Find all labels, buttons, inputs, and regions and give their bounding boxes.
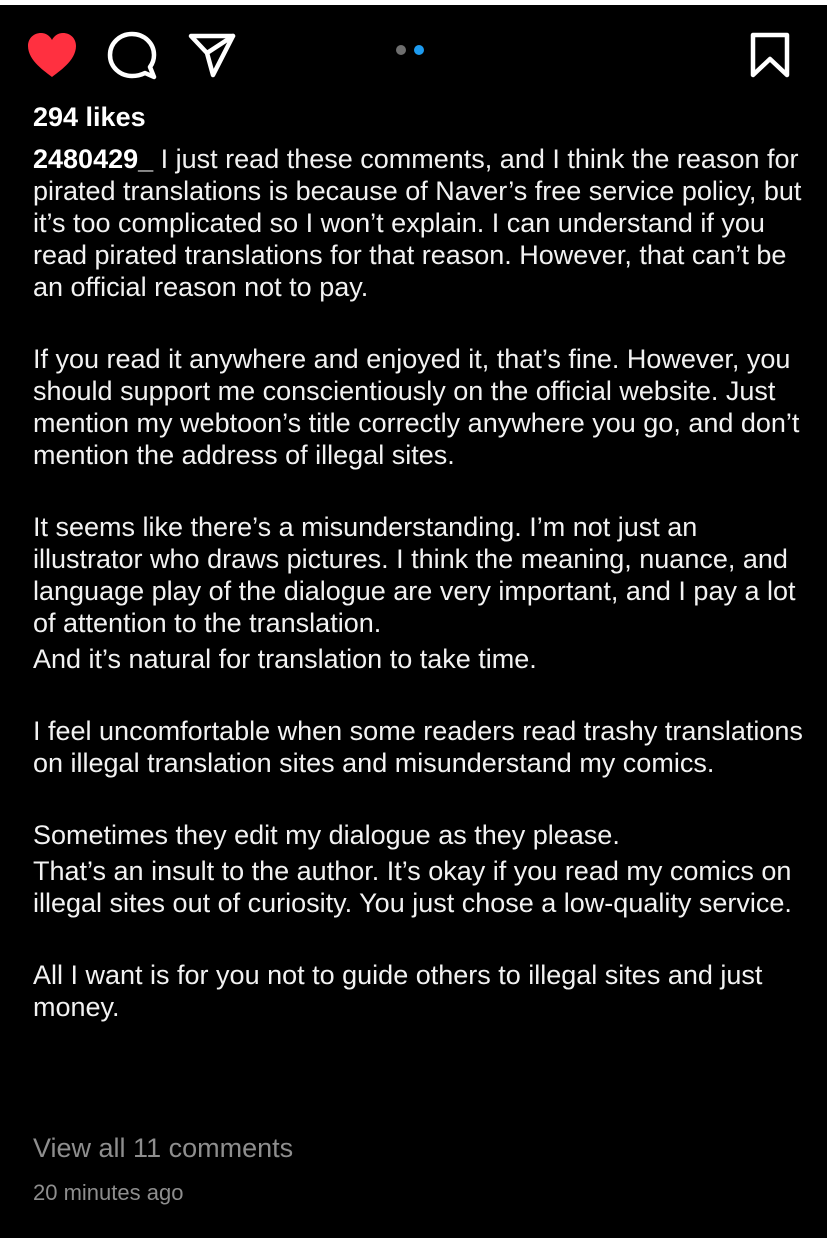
view-all-comments-link[interactable]: View all 11 comments: [33, 1133, 294, 1163]
caption-paragraph: If you read it anywhere and enjoyed it, that’s fine. However, you should support me conscientiously on the official website. Just mention my webtoon’s title correctly anywhere you go, and don’t mention the address of illegal sites.: [33, 344, 800, 470]
action-bar: [0, 5, 827, 105]
speech-bubble-icon[interactable]: [107, 31, 157, 81]
heart-filled-icon[interactable]: [26, 31, 78, 79]
caption-paragraph: [33, 143, 808, 303]
post-timestamp: 20 minutes ago: [33, 1180, 184, 1205]
post-container: [0, 5, 827, 1238]
carousel-dots: [396, 45, 424, 55]
caption-paragraph: Sometimes they edit my dialogue as they please.: [33, 820, 620, 850]
caption-paragraph: That’s an insult to the author. It’s okay if you read my comics on illegal sites out of curiosity. You just chose a low-quality service.: [33, 856, 792, 918]
caption-paragraph: All I want is for you not to guide others to illegal sites and just money.: [33, 960, 763, 1022]
post-caption: [33, 143, 808, 1063]
caption-paragraph: I feel uncomfortable when some readers read trashy translations on illegal translation sites and misunderstand my comics.: [33, 716, 803, 778]
likes-count[interactable]: 294 likes: [33, 102, 146, 132]
bookmark-icon[interactable]: [749, 32, 791, 78]
paper-plane-icon[interactable]: [188, 32, 236, 78]
caption-paragraph: It seems like there’s a misunderstanding. I’m not just an illustrator who draws pictures. I think the meaning, nuance, and language play of the dialogue are very important, and I pay a lot of attention to the translation.: [33, 512, 796, 638]
carousel-dot: [396, 45, 406, 55]
carousel-dot-active: [414, 45, 424, 55]
caption-paragraph: And it’s natural for translation to take time.: [33, 644, 537, 674]
author-username[interactable]: 2480429_: [33, 144, 154, 174]
caption-text: I just read these comments, and I think the reason for pirated translations is because of Naver’s free service policy, but it’s too complicated so I won’t explain. I can understand if you read pirated translations for that reason. However, that can’t be an official reason not to pay.: [33, 144, 802, 302]
